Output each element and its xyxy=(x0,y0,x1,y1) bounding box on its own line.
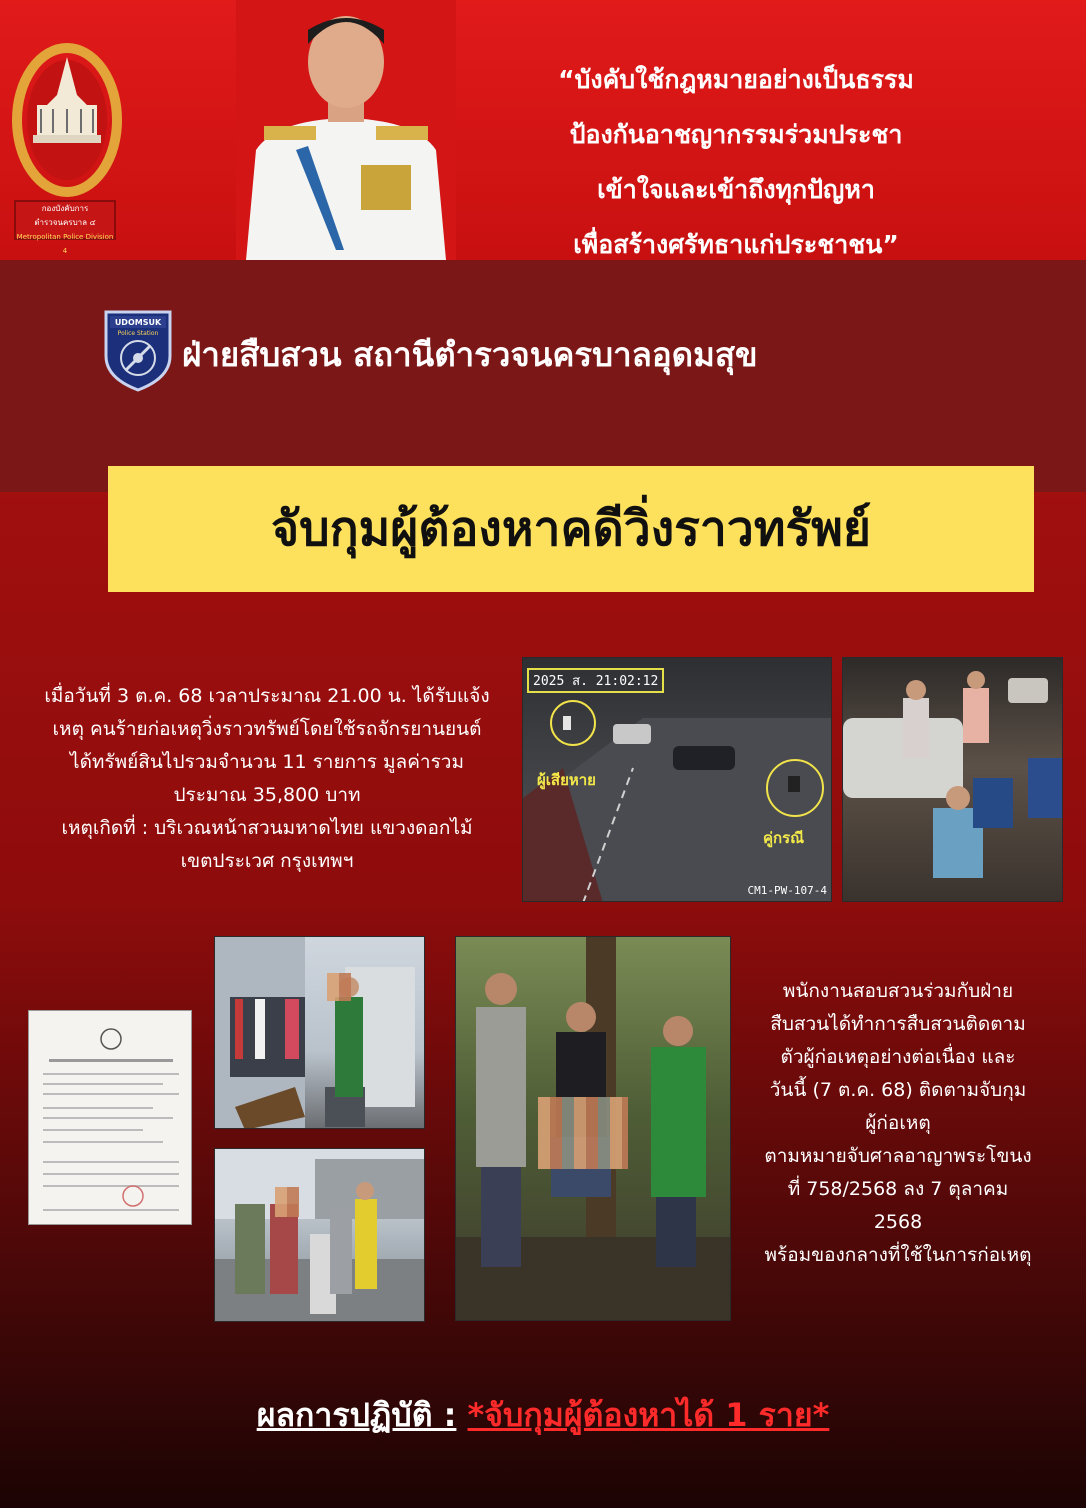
result-value: *จับกุมผู้ต้องหาได้ 1 ราย* xyxy=(467,1396,830,1434)
slogan xyxy=(466,52,1006,272)
face-blur xyxy=(327,973,351,1001)
motorcycle-evidence-photo xyxy=(214,1148,425,1322)
face-blur xyxy=(275,1187,299,1217)
incident-line: เหตุ คนร้ายก่อเหตุวิ่งราวทรัพย์โดยใช้รถจักรยานยนต์ xyxy=(52,718,482,740)
slogan-line: เข้าใจและเข้าถึงทุกปัญหา xyxy=(597,175,875,204)
incident-description xyxy=(14,680,520,878)
cctv-label-suspect: คู่กรณี xyxy=(763,829,805,847)
arrest-line: ผู้ก่อเหตุ xyxy=(865,1112,931,1134)
cctv-timestamp: 2025 ส. 21:02:12 xyxy=(527,668,664,693)
cctv-label-victim: ผู้เสียหาย xyxy=(537,771,596,789)
arrest-line: 2568 xyxy=(873,1211,923,1233)
headline-text: จับกุมผู้ต้องหาคดีวิ่งราวทรัพย์ xyxy=(271,501,871,557)
room-search-photo xyxy=(214,936,425,1129)
emblem-caption-en: Metropolitan Police Division 4 xyxy=(16,233,114,255)
badge-sub-text: Police Station xyxy=(117,330,159,337)
incident-line: ประมาณ 35,800 บาท xyxy=(173,784,361,806)
arrest-line: วันนี้ (7 ต.ค. 68) ติดตามจับกุม xyxy=(769,1079,1027,1101)
incident-line: เหตุเกิดที่ : บริเวณหน้าสวนมหาดไทย แขวงดอกไม้ xyxy=(61,817,473,839)
arrest-description xyxy=(728,975,1068,1272)
incident-line: เมื่อวันที่ 3 ต.ค. 68 เวลาประมาณ 21.00 น. ได้รับแจ้ง xyxy=(44,685,490,707)
arrest-line: สืบสวนได้ทำการสืบสวนติดตาม xyxy=(770,1013,1026,1035)
warrant-document xyxy=(28,1010,192,1225)
arrest-line: ตัวผู้ก่อเหตุอย่างต่อเนื่อง และ xyxy=(780,1046,1016,1068)
slogan-line: เพื่อสร้างศรัทธาแก่ประชาชน” xyxy=(573,230,899,259)
arrest-line: พนักงานสอบสวนร่วมกับฝ่าย xyxy=(782,980,1014,1002)
emblem-caption-th: กองบังคับการตำรวจนครบาล ๔ xyxy=(34,204,96,227)
incident-line: เขตประเวศ กรุงเทพฯ xyxy=(180,850,354,872)
face-blur xyxy=(538,1097,628,1169)
emblem-caption xyxy=(14,200,116,255)
operation-result xyxy=(0,1390,1086,1441)
cctv-camera-id: CM1-PW-107-4 xyxy=(747,884,827,897)
badge-top-text: UDOMSUK xyxy=(114,318,162,327)
station-title: ฝ่ายสืบสวน สถานีตำรวจนครบาลอุดมสุข xyxy=(182,335,758,374)
cctv-photo xyxy=(522,657,832,902)
slogan-line: “บังคับใช้กฎหมายอย่างเป็นธรรม xyxy=(558,65,914,94)
arrest-line: ตามหมายจับศาลอาญาพระโขนง xyxy=(764,1145,1032,1167)
station-badge-icon xyxy=(100,306,176,392)
result-label: ผลการปฏิบัติ : xyxy=(256,1396,457,1434)
headline-box xyxy=(108,466,1034,592)
commander-portrait xyxy=(236,0,456,260)
arrest-line: พร้อมของกลางที่ใช้ในการก่อเหตุ xyxy=(764,1244,1032,1266)
arrest-photo xyxy=(455,936,731,1321)
incident-line: ได้ทรัพย์สินไปรวมจำนวน 11 รายการ มูลค่ารวม xyxy=(70,751,464,773)
arrest-line: ที่ 758/2568 ลง 7 ตุลาคม xyxy=(787,1178,1009,1200)
slogan-line: ป้องกันอาชญากรรมร่วมประชา xyxy=(569,120,903,149)
scene-photo xyxy=(842,657,1063,902)
